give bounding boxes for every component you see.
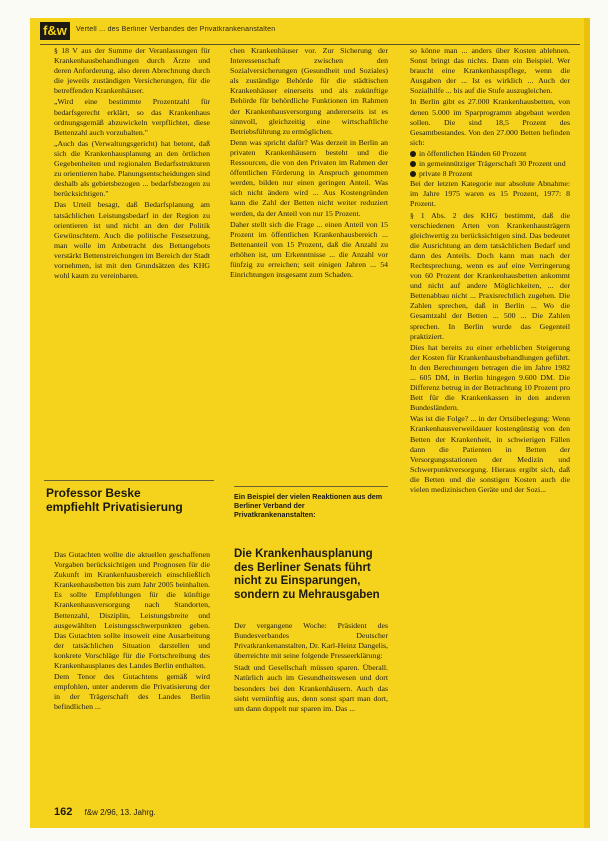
paragraph: „Auch das (Verwaltungsgericht) hat betont, daß sich die Krankenhausplanung an den örtlichen Gegebenheiten und regionalen Bedarfsstrukturen zu orientieren habe. Planungsentscheidungen sind deshalb als gebietsbezogen ... bedarfsbezogen zu berücksichtigen.": [54, 138, 210, 199]
magazine-logo: f&w: [40, 22, 70, 40]
column-middle-top: [230, 46, 388, 281]
paragraph: Bei der letzten Kategorie nur absolute Abnahme: im Jahre 1975 waren es 15 Prozent, 1977: 8 Prozent.: [410, 179, 570, 209]
article-divider: [234, 486, 388, 487]
page-header: [40, 22, 580, 42]
list-item: in gemeinnütziger Trägerschaft 30 Prozent und: [410, 159, 570, 169]
paragraph: Der vergangene Woche: Präsident des Bundesverbandes Deutscher Privatkrankenanstalten, Dr. Karl-Heinz Dangelis, überreichte mit seine folgende Presseerklärung:: [234, 621, 388, 661]
page-edge: [584, 18, 590, 828]
article-headline: Die Krankenhausplanung des Berliner Senats führt nicht zu Einsparungen, sondern zu Mehrausgaben: [234, 548, 380, 601]
paragraph: Dies hat bereits zu einer erheblichen Steigerung der Kosten für Krankenhausbehandlungen geführt. In den Berechnungen betragen die im Jahre 1982 ... 605 DM, in Berlin hingegen 9.600 DM. Die Differenz betrug in der Betrachtung 10 Prozent pro Bett für die Krankenkassen in den anderen Bundesländern.: [410, 342, 570, 413]
paragraph: In Berlin gibt es 27.000 Krankenhausbetten, von denen 5.000 im Sparprogramm abgebaut werden sollen. Die sind 18,5 Prozent des Gesamtbestandes. Von den 27.000 Betten befinden sich:: [410, 97, 570, 147]
box-heading: Professor Beske empfiehlt Privatisierung: [46, 486, 183, 514]
paragraph: Was ist die Folge? ... in der Ortsüberlegung: Wenn Krankenhausverweildauer kostengünstig von den Betten der Krankenheit, in schwierigen Fällen dann die Patienten in Betten der Versorgungsstationen der Medizin und Schwerpunktversorgung. Hieraus ergibt sich, daß die Betten und die sonstigen Kosten auch die vielen medizinischen Geräte und der Sozi...: [410, 414, 570, 495]
article-kicker: Ein Beispiel der vielen Reaktionen aus dem Berliner Verband der Privatkrankenanstalten:: [234, 492, 383, 519]
list-item: in öffentlichen Händen 60 Prozent: [410, 149, 570, 159]
paragraph: § 1 Abs. 2 des KHG bestimmt, daß die verschiedenen Arten von Krankenhausträgern gleichwertig zu berücksichtigen sind. Das bedeutet die Ausrichtung an dem tatsächlichen Bedarf und dann des Anteils. Doch kann man nach der Rechtsprechung, wenn es auf eine Verringerung von 60 Prozent der Krankenhausbetten ankommt und nicht auf andere Möglichkeiten, ... der Bettenabbau nicht ... Praxisrechtlich zugehen. Die Zahlen sprechen, daß in Berlin ... Wo die Gesamtzahl der Betten ... 500 ... Die Zahlen sprechen. In Berlin wurde das Gegenteil praktiziert.: [410, 210, 570, 341]
magazine-page: [30, 18, 590, 828]
paragraph: Denn was spricht dafür? Was derzeit in Berlin an privaten Krankenhäusern besteht und die Ressourcen, die von den Privaten im Rahmen der öffentlichen Förderung in Anspruch genommen werden, bilden nur einen geringen Anteil. Was sich nicht ändern wird ... Aus Kostengründen kann die Zahl der Betten nicht weiter reduziert werden, da der Anteil von nur 15 Prozent.: [230, 137, 388, 218]
list-item: private 8 Prozent: [410, 169, 570, 179]
running-title: Vertell ... des Berliner Verbandes der Privatkrankenanstalten: [76, 26, 276, 33]
bullet-icon: [410, 171, 416, 177]
paragraph: § 18 V aus der Summe der Veranlassungen für Krankenhausbehandlungen durch Ärzte und deren Anforderung, also deren Abrechnung durch die jeweils zuständigen Versicherungen, für die betreffenden Krankenhäuser.: [54, 46, 210, 96]
column-right: [410, 46, 570, 496]
paragraph: so könne man ... anders über Kosten ablehnen. Sonst bringt das nichts. Dann ein Beispiel. Wer braucht eine Krankenhauspflege, wenn die Ausgaben der ... Ist es wirklich ... Auch der Sozialhilfe ... bis auf die Stufe auszugleichen.: [410, 46, 570, 96]
box-body: [54, 550, 210, 714]
paragraph: Das Urteil besagt, daß Bedarfsplanung am tatsächlichen Leistungsbedarf in der Region zu orientieren ist und nicht an den der Politik Gewünschtem. Auch die politische Festsetzung, man wolle im Anbetracht des Bettangebots verstärkt Bettenstreichungen im Bereich der Stadt vornehmen, ist mit den Grundsätzen des KHG wohl kaum zu vereinbaren.: [54, 200, 210, 281]
page-footer: [54, 806, 156, 818]
bullet-icon: [410, 151, 416, 157]
page-number: 162: [54, 806, 73, 818]
paragraph: „Wird eine bestimmte Prozentzahl für bedarfsgerecht erklärt, so das Krankenhaus ordnungsgemäß abzuwickeln verpflichtet, diese Bettenzahl auch vorzuhalten.": [54, 97, 210, 137]
issue-label: f&w 2/96, 13. Jahrg.: [84, 808, 156, 817]
paragraph: chen Krankenhäuser vor. Zur Sicherung der Interessenschaft zwischen den Sozialversicherungen (Gesundheit und Soziales) als zuständige Behörde für die städtischen Krankenhäuser einerseits und als zukünftige Behörde für behördliche Funktionen im Rahmen der Krankenhausversorgung andererseits ist es sinnvoll, gleichzeitig eine wirtschaftliche Betriebsführung zu ermöglichen.: [230, 46, 388, 136]
paragraph: Daher stellt sich die Frage ... einen Anteil von 15 Prozent im öffentlichen Krankenhausbereich ... Bettenanteil von 15 Prozent, daß die Anzahl zu erhöhen ist, um Erkenntnisse ... die Anzahl vor fünfzig zu erreichen; seit einigen Jahren ... 54 Einrichtungen insgesamt zum Schaden.: [230, 219, 388, 280]
paragraph: Stadt und Gesellschaft müssen sparen. Überall. Natürlich auch im Gesundheitswesen und dort besonders bei den Krankenhäusern. Auch das sieht vernünftig aus, denn sonst spart man dort, um dann doppelt nur sparen im. Das ...: [234, 663, 388, 713]
bullet-icon: [410, 161, 416, 167]
column-left-top: [54, 46, 210, 282]
bed-share-list: [410, 149, 570, 179]
paragraph: Das Gutachten wollte die aktuellen geschaffenen Vorgaben berücksichtigen und Prognosen für die Zukunft im Krankenhausbereich einschließlich Krankenhausbetten bis zum Jahr 2005 beinhalten. Es sollte Empfehlungen für die künftige Krankenhausversorgung nach Standorten, Bettenzahl, Disziplin, Leistungsbreite und ausgewählten Leistungsschwerpunkten geben. Das Gutachten sollte insoweit eine Ausarbeitung der tatsächlichen Situation darstellen und konkrete Vorschläge für die Fortschreibung des Krankenhausplanes des Landes Berlin enthalten.: [54, 550, 210, 671]
paragraph: Dem Tenor des Gutachtens gemäß wird empfohlen, unter anderem die Privatisierung der in der Trägerschaft des Landes Berlin befindlichen ...: [54, 672, 210, 712]
article-body: [234, 621, 388, 716]
header-divider: [40, 44, 580, 45]
